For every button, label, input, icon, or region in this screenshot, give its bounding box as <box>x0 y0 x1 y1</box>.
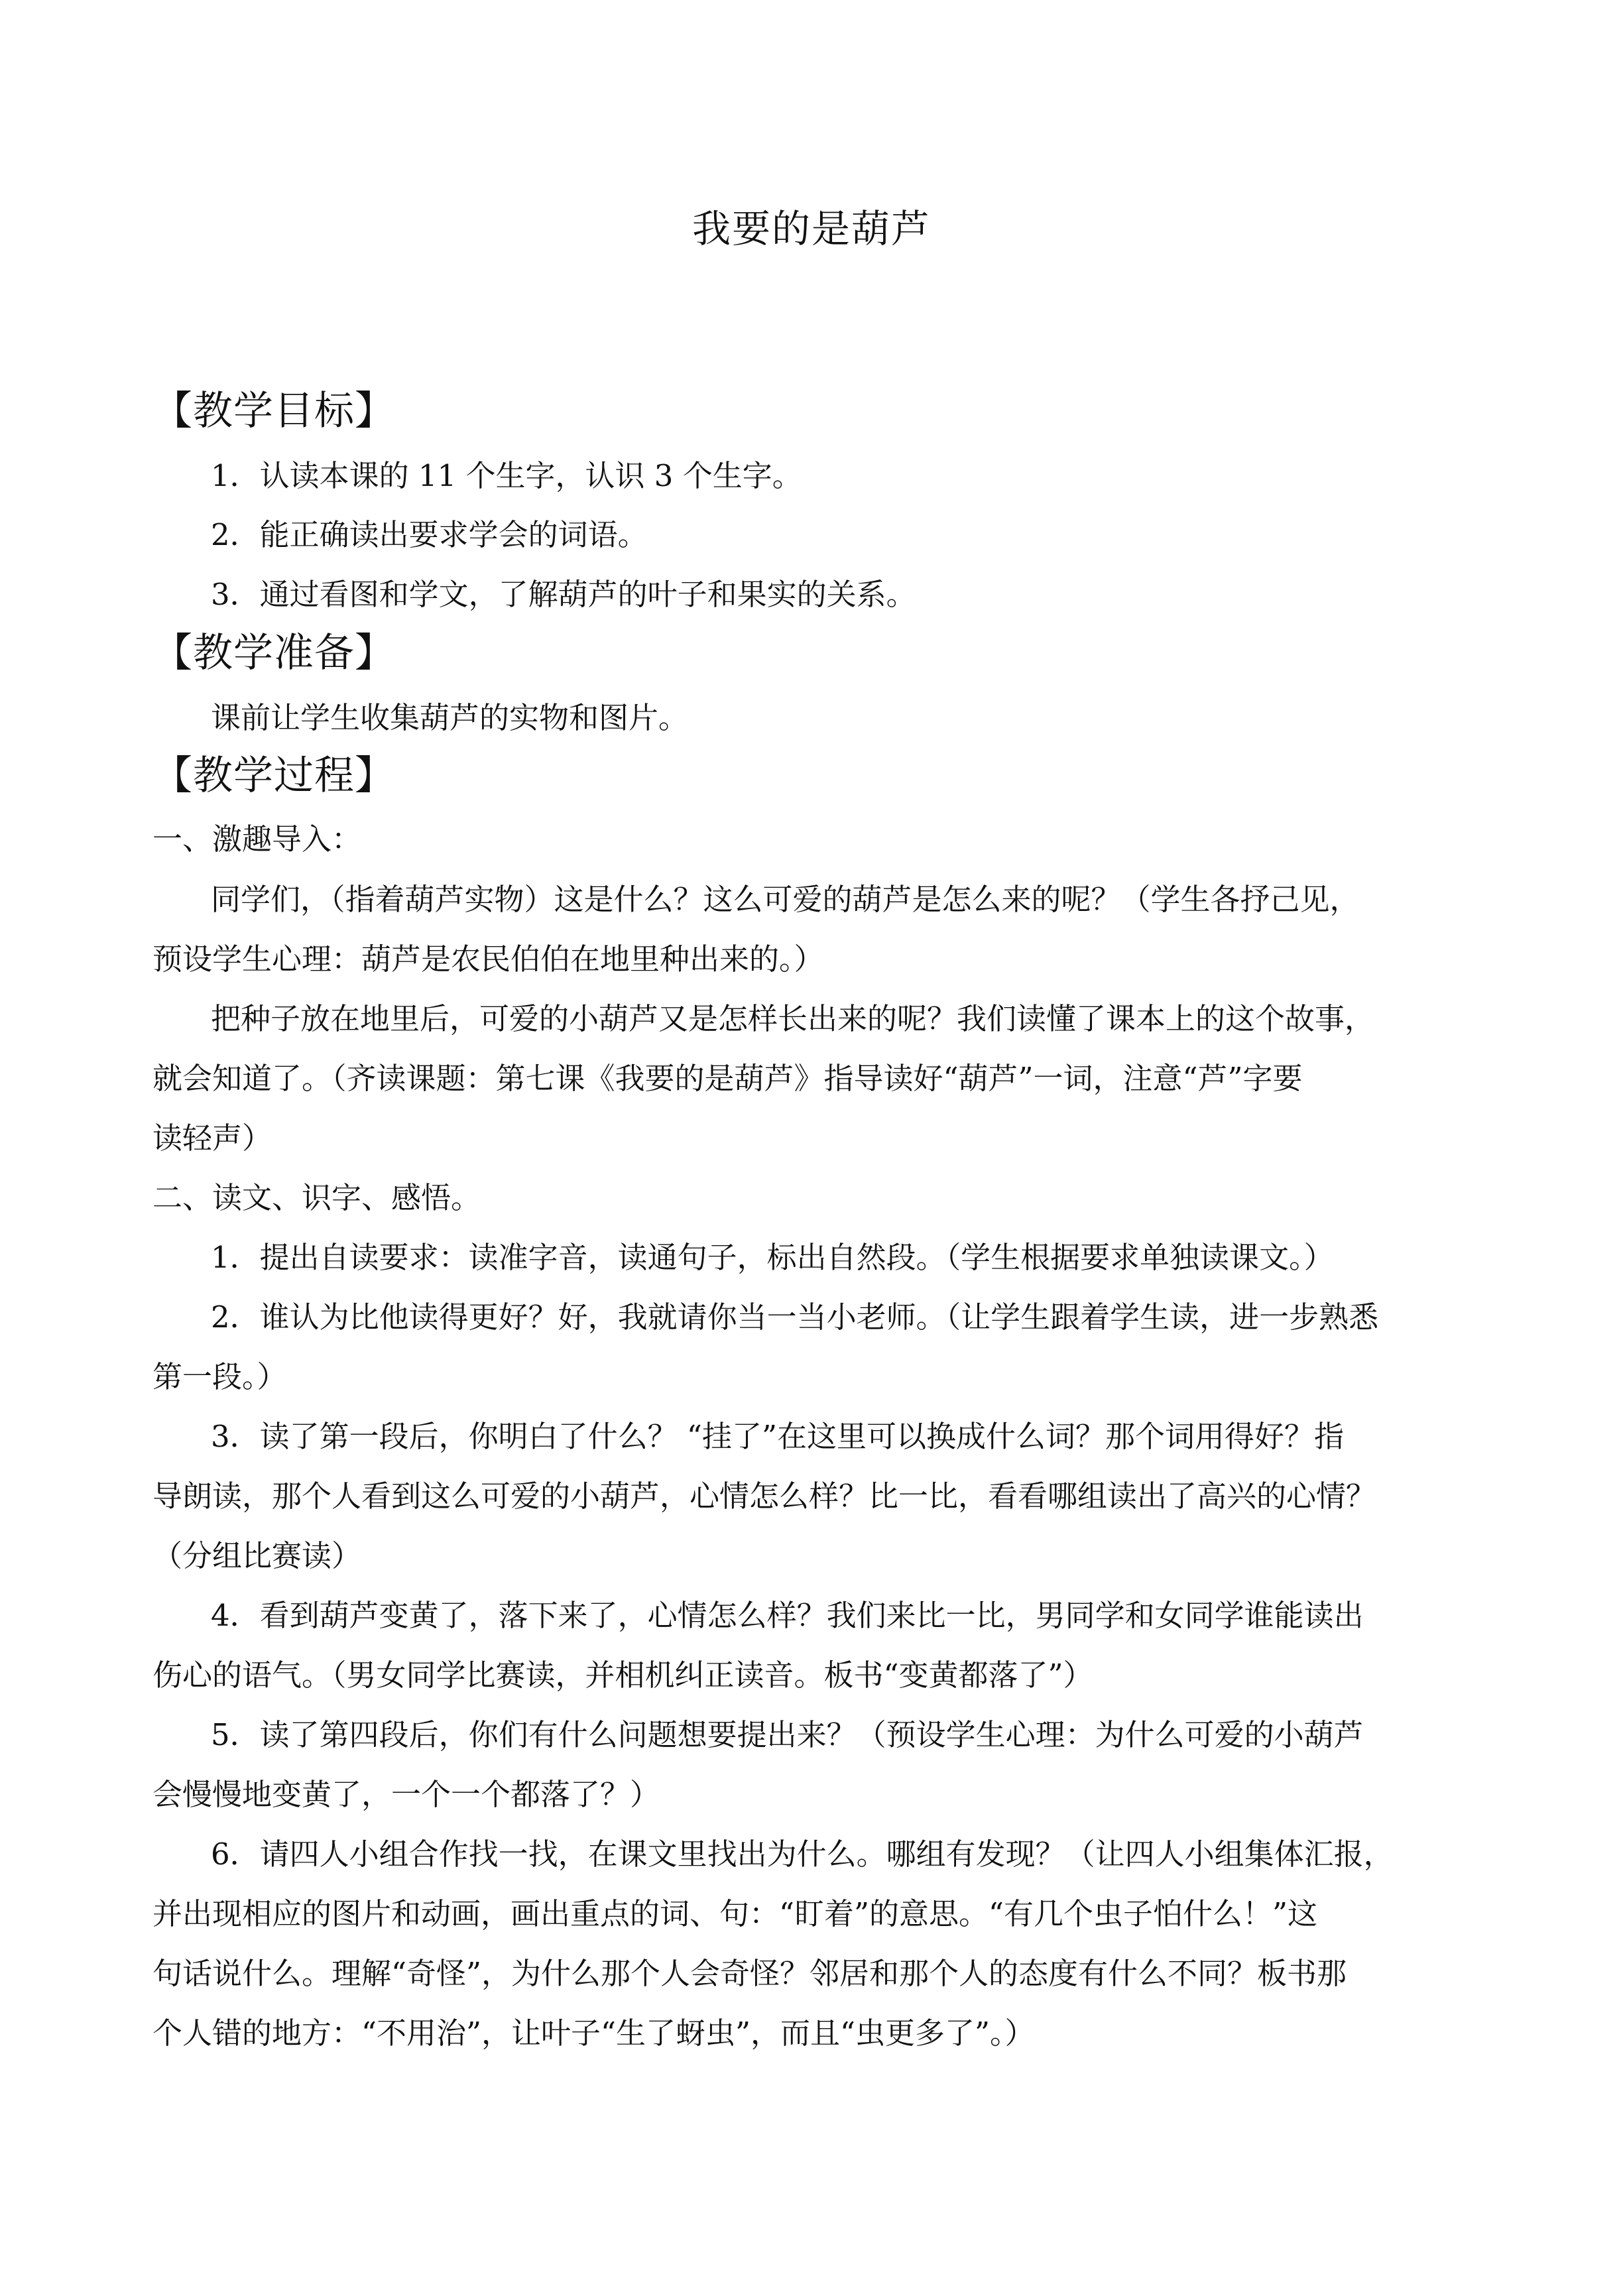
paragraph-line: 导朗读，那个人看到这么可爱的小葫芦，心情怎么样？比一比，看看哪组读出了高兴的心情？ <box>152 1479 1376 1514</box>
paragraph-line: 5．读了第四段后，你们有什么问题想要提出来？（预设学生心理：为什么可爱的小葫芦 <box>211 1717 1364 1752</box>
objective-item: 2．能正确读出要求学会的词语。 <box>211 517 648 552</box>
paragraph-line: 同学们，（指着葫芦实物）这是什么？这么可爱的葫芦是怎么来的呢？（学生各抒己见， <box>211 882 1360 917</box>
paragraph-line: （分组比赛读） <box>152 1538 362 1573</box>
paragraph-line: 预设学生心理：葫芦是农民伯伯在地里种出来的。） <box>152 941 824 977</box>
objectives-heading: 【教学目标】 <box>152 388 395 434</box>
paragraph-line: 就会知道了。（齐读课题：第七课《我要的是葫芦》指导读好“葫芦”一词，注意“芦”字要 <box>152 1061 1303 1096</box>
objective-item: 1．认读本课的 11 个生字，认识 3 个生字。 <box>211 458 802 493</box>
document-title: 我要的是葫芦 <box>691 206 931 251</box>
part1-title: 一、激趣导入： <box>152 821 362 857</box>
paragraph-line: 并出现相应的图片和动画，画出重点的词、句：“盯着”的意思。“有几个虫子怕什么！”这 <box>152 1896 1318 1931</box>
paragraph-line: 会慢慢地变黄了，一个一个都落了？） <box>152 1777 660 1812</box>
paragraph-line: 4．看到葫芦变黄了，落下来了，心情怎么样？我们来比一比，男同学和女同学谁能读出 <box>211 1598 1364 1633</box>
preparation-text: 课前让学生收集葫芦的实物和图片。 <box>211 700 689 735</box>
objective-item: 3．通过看图和学文，了解葫芦的叶子和果实的关系。 <box>211 577 916 612</box>
paragraph-line: 个人错的地方：“不用治”，让叶子“生了蚜虫”，而且“虫更多了”。） <box>152 2016 1035 2051</box>
paragraph-line: 2．谁认为比他读得更好？好，我就请你当一当小老师。（让学生跟着学生读，进一步熟悉 <box>211 1299 1379 1335</box>
paragraph-line: 第一段。） <box>152 1359 287 1394</box>
paragraph-line: 3．读了第一段后，你明白了什么？ “挂了”在这里可以换成什么词？那个词用得好？指 <box>211 1419 1344 1454</box>
preparation-heading: 【教学准备】 <box>152 630 395 676</box>
paragraph-line: 1．提出自读要求：读准字音，读通句子，标出自然段。（学生根据要求单独读课文。） <box>211 1240 1334 1275</box>
paragraph-line: 6．请四人小组合作找一找，在课文里找出为什么。哪组有发现？（让四人小组集体汇报， <box>211 1837 1394 1872</box>
process-heading: 【教学过程】 <box>152 753 395 799</box>
paragraph-line: 句话说什么。理解“奇怪”，为什么那个人会奇怪？邻居和那个人的态度有什么不同？板书那 <box>152 1956 1347 1991</box>
paragraph-line: 把种子放在地里后，可爱的小葫芦又是怎样长出来的呢？我们读懂了课本上的这个故事， <box>211 1001 1375 1036</box>
paragraph-line: 伤心的语气。（男女同学比赛读，并相机纠正读音。板书“变黄都落了”） <box>152 1658 1093 1693</box>
part2-title: 二、读文、识字、感悟。 <box>152 1180 481 1215</box>
paragraph-line: 读轻声） <box>152 1120 272 1156</box>
